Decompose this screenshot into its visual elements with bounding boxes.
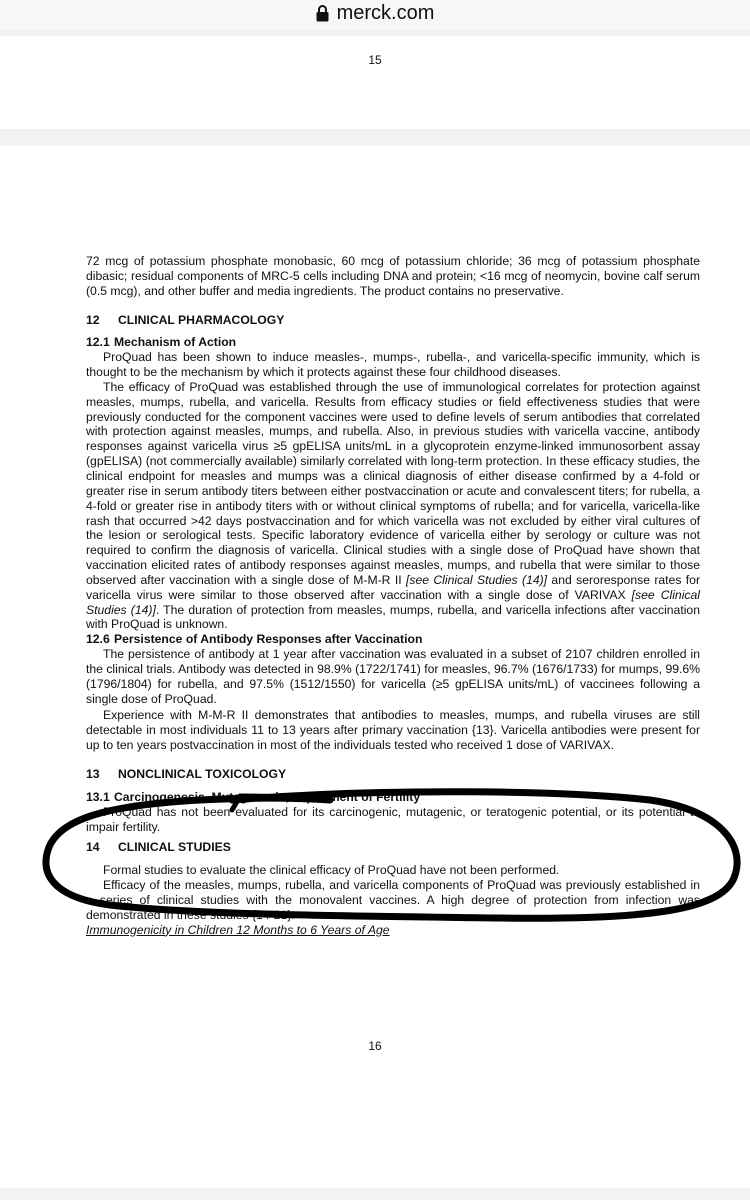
section-12-6-heading: 12.6 Persistence of Antibody Responses after Vaccination — [86, 632, 423, 647]
section-12-6-paragraph-2: Experience with M-M-R II demonstrates that antibodies to measles, mumps, and rubella viruses are still detectable in most individuals 11 to 13 years after primary vaccination {13}. Varicella antibodies were present for up to ten years postvaccination in most of the individuals tested who received 1 dose of VARIVAX. — [86, 708, 700, 753]
section-12-1-paragraph-2: The efficacy of ProQuad was established through the use of immunological correlates for protection against measles, mumps, rubella, and varicella. Results from efficacy studies or field effectiveness studies that were previously conducted for the component vaccines were used to define levels of serum antibodies that correlated with protection against measles, mumps, and rubella. Also, in previous studies with varicella vaccine, antibody responses against varicella virus ≥5 gpELISA units/mL in a glycoprotein enzyme-linked immunosorbent assay (gpELISA) (not commercially available) similarly correlated with long-term protection. In these efficacy studies, the clinical endpoint for measles and mumps was a clinical diagnosis of either disease confirmed by a 4-fold or greater rise in serum antibody titers between either postvaccination or acute and convalescent titers; for rubella, a 4-fold or greater rise in antibody titers with or without clinical symptoms of rubella; and for varicella, varicella-like rash that occurred >42 days postvaccination and for which varicella was not excluded by either viral cultures of the lesion or serological tests. Specific laboratory evidence of varicella either by serology or culture was not required to confirm the diagnosis of varicella. Clinical studies with a single dose of ProQuad have shown that vaccination elicited rates of antibody responses against measles, mumps, and rubella that were similar to those observed after vaccination with a single dose of M-M-R II [see Clinical Studies (14)] and seroresponse rates for varicella virus were similar to those observed after vaccination with a single dose of VARIVAX [see Clinical Studies (14)]. The duration of protection from measles, mumps, rubella, and varicella infections after vaccination with ProQuad is unknown. — [86, 379, 701, 632]
browser-address-bar[interactable] — [0, 0, 750, 30]
intro-paragraph: 72 mcg of potassium phosphate monobasic, 60 mcg of potassium chloride; 36 mcg of potassium phosphate dibasic; residual components of MRC-5 cells including DNA and protein; <16 mcg of neomycin, bovine calf serum (0.5 mcg), and other buffer and media ingredients. The product contains no preservative. — [86, 254, 700, 298]
url-display[interactable] — [0, 1, 750, 28]
section-12-1-heading: 12.1 Mechanism of Action — [86, 335, 237, 350]
section-13-1-heading: 13.1 Carcinogenesis, Mutagenesis, Impairment of Fertility — [86, 789, 421, 804]
section-14-paragraph-2: Efficacy of the measles, mumps, rubella, and varicella components of ProQuad was previously established in a series of clinical studies with the monovalent vaccines. A high degree of protection from infection was demonstrated in these studies {14-21}. — [86, 878, 700, 922]
document-page-16 — [0, 146, 750, 1188]
page-number: 16 — [368, 1039, 382, 1053]
lock-icon — [316, 4, 329, 28]
section-14-paragraph-1: Formal studies to evaluate the clinical efficacy of ProQuad have not been performed. — [103, 863, 560, 878]
cross-reference: [see Clinical Studies (14)] — [86, 587, 700, 617]
section-13-1-paragraph: ProQuad has not been evaluated for its carcinogenic, mutagenic, or teratogenic potential, or its potential to impair fertility. — [86, 804, 700, 834]
document-page-15 — [0, 36, 750, 129]
page-body — [86, 254, 700, 937]
section-13-heading: 13 NONCLINICAL TOXICOLOGY — [86, 767, 287, 781]
section-14-subheading: Immunogenicity in Children 12 Months to 6 Years of Age — [86, 922, 390, 937]
section-12-6-paragraph-1: The persistence of antibody at 1 year after vaccination was evaluated in a subset of 2107 children enrolled in the clinical trials. Antibody was detected in 98.9% (1722/1741) for measles, 96.7% (1676/1733) for mumps, 99.6% (1796/1804) for rubella, and 97.5% (1512/1550) for varicella (≥5 gpELISA units/mL) of vaccinees following a single dose of ProQuad. — [86, 647, 700, 706]
cross-reference: [see Clinical Studies (14)] — [405, 572, 548, 587]
page-number: 15 — [368, 53, 382, 67]
section-14-heading: 14 CLINICAL STUDIES — [86, 840, 231, 855]
url-text: merck.com — [336, 2, 435, 24]
section-12-heading: 12 CLINICAL PHARMACOLOGY — [86, 312, 285, 327]
section-12-1-paragraph-1: ProQuad has been shown to induce measles-, mumps-, rubella-, and varicella-specific immunity, which is thought to be the mechanism by which it protects against these four childhood diseases. — [86, 350, 700, 380]
